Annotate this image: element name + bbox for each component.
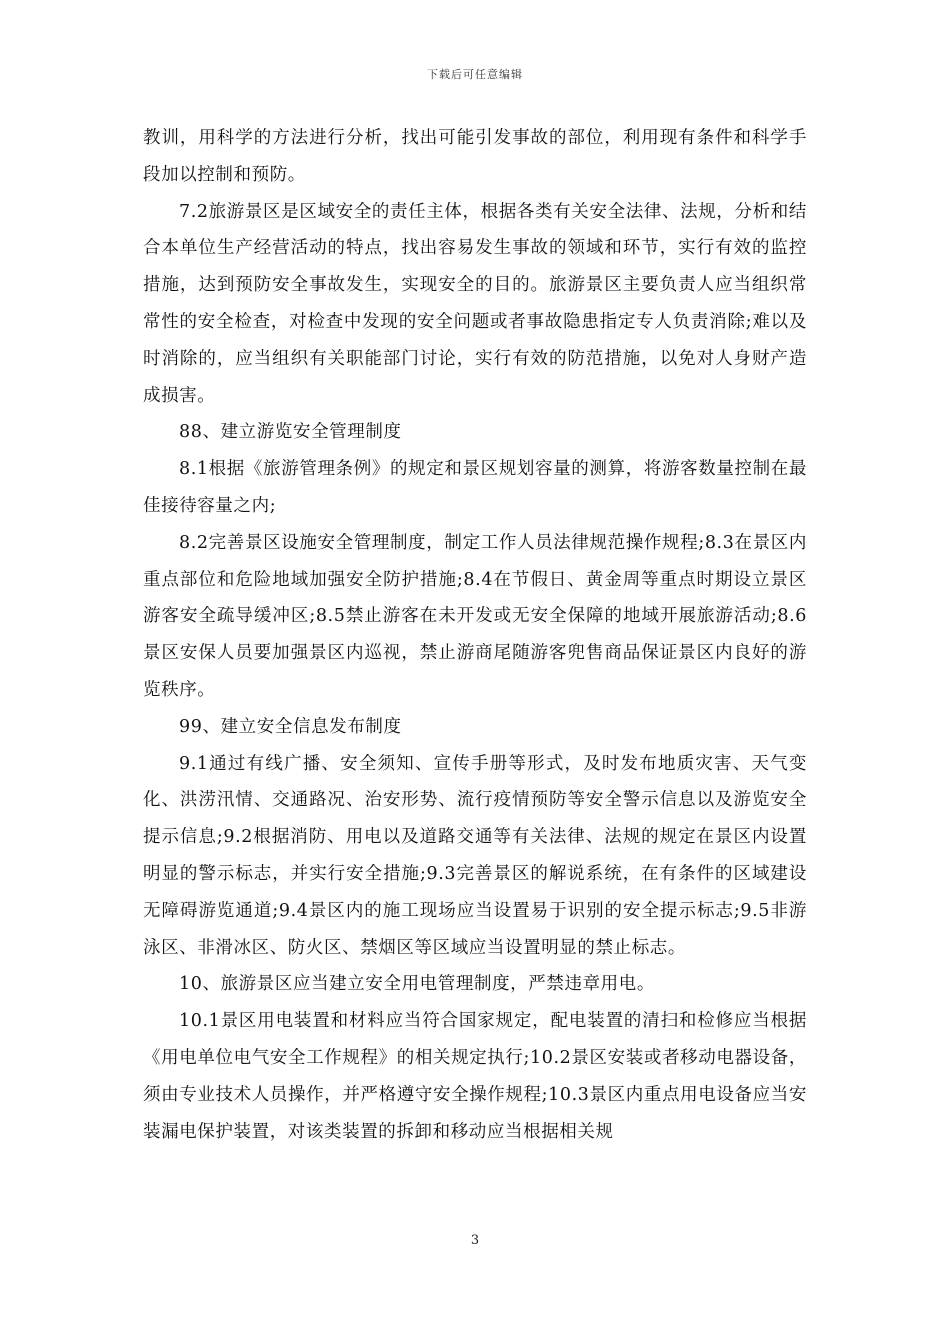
section-heading-9: 99、建立安全信息发布制度 — [179, 716, 402, 737]
paragraph-8-2: 8.2完善景区设施安全管理制度，制定工作人员法律规范操作规程;8.3在景区内重点部位和危险地域加强安全防护措施;8.4在节假日、黄金周等重点时期设立景区游客安全疏导缓冲区;8.5禁止游客在未开发或无安全保障的地域开展旅游活动;8.6景区安保人员要加强景区内巡视，禁止游商尾随游客兜售商品保证景区内良好的游览秩序。 — [143, 532, 807, 700]
section-heading-10: 10、旅游景区应当建立安全用电管理制度，严禁违章用电。 — [179, 974, 655, 995]
paragraph-continuation: 教训，用科学的方法进行分析，找出可能引发事故的部位，利用现有条件和科学手段加以控制和预防。 — [143, 128, 807, 185]
page-number: 3 — [470, 1233, 480, 1248]
section-heading-8: 88、建立游览安全管理制度 — [179, 422, 402, 443]
paragraph-7-2: 7.2旅游景区是区域安全的责任主体，根据各类有关安全法律、法规，分析和结合本单位生产经营活动的特点，找出容易发生事故的领域和环节，实行有效的监控措施，达到预防安全事故发生，实现安全的目的。旅游景区主要负责人应当组织常常性的安全检查，对检查中发现的安全问题或者事故隐患指定专人负责消除;难以及时消除的，应当组织有关职能部门讨论，实行有效的防范措施，以免对人身财产造成损害。 — [143, 201, 807, 406]
paragraph-10-1: 10.1景区用电装置和材料应当符合国家规定，配电装置的清扫和检修应当根据《用电单位电气安全工作规程》的相关规定执行;10.2景区安装或者移动电器设备，须由专业技术人员操作，并严格遵守安全操作规程;10.3景区内重点用电设备应当安装漏电保护装置，对该类装置的拆卸和移动应当根据相关规 — [143, 1011, 807, 1142]
page-header: 下载后可任意编辑 — [427, 68, 523, 81]
paragraph-9-1: 9.1通过有线广播、安全须知、宣传手册等形式，及时发布地质灾害、天气变化、洪涝汛情、交通路况、治安形势、流行疫情预防等安全警示信息以及游览安全提示信息;9.2根据消防、用电以及道路交通等有关法律、法规的规定在景区内设置明显的警示标志，并实行安全措施;9.3完善景区的解说系统，在有条件的区域建设无障碍游览通道;9.4景区内的施工现场应当设置易于识别的安全提示标志;9.5非游泳区、非滑冰区、防火区、禁烟区等区域应当设置明显的禁止标志。 — [143, 753, 807, 958]
document-body — [143, 120, 807, 1150]
paragraph-8-1: 8.1根据《旅游管理条例》的规定和景区规划容量的测算，将游客数量控制在最佳接待容量之内; — [143, 459, 807, 516]
